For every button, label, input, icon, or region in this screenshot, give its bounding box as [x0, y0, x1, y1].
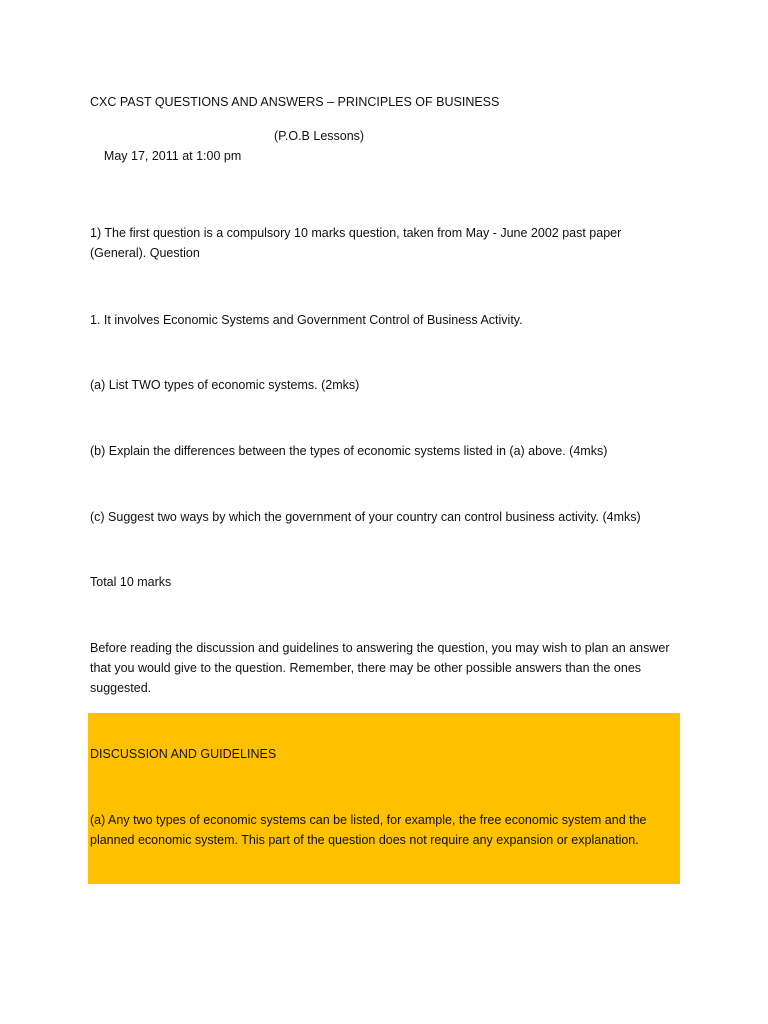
advice-line-2: that you would give to the question. Remember, there may be other possible answers than the ones	[90, 661, 642, 675]
question-part-b: (b) Explain the differences between the types of economic systems listed in (a) above. (4mks)	[90, 444, 608, 458]
question-part-c: (c) Suggest two ways by which the government of your country can control business activity. (4mks)	[90, 510, 641, 524]
document-title: CXC PAST QUESTIONS AND ANSWERS – PRINCIPLES OF BUSINESS	[90, 95, 500, 109]
question-intro: 1. It involves Economic Systems and Government Control of Business Activity.	[90, 313, 523, 327]
discussion-heading: DISCUSSION AND GUIDELINES	[90, 747, 277, 761]
total-marks: Total 10 marks	[90, 575, 172, 589]
post-category: (P.O.B Lessons)	[274, 129, 365, 143]
answer-a-line-2: planned economic system. This part of the question does not require any expansion or explanation.	[90, 833, 639, 847]
post-date: May 17, 2011 at 1:00 pm	[103, 149, 242, 163]
advice-line-3: suggested.	[90, 681, 152, 695]
question-part-a: (a) List TWO types of economic systems. (2mks)	[90, 378, 360, 392]
discussion-box	[88, 713, 680, 884]
answer-a-line-1: (a) Any two types of economic systems can be listed, for example, the free economic system and the	[90, 813, 647, 827]
post-meta	[90, 126, 680, 206]
intro-line-2: (General). Question	[90, 246, 200, 260]
intro-line-1: 1) The first question is a compulsory 10 marks question, taken from May - June 2002 past paper	[90, 226, 622, 240]
advice-line-1: Before reading the discussion and guidelines to answering the question, you may wish to plan an answer	[90, 641, 670, 655]
